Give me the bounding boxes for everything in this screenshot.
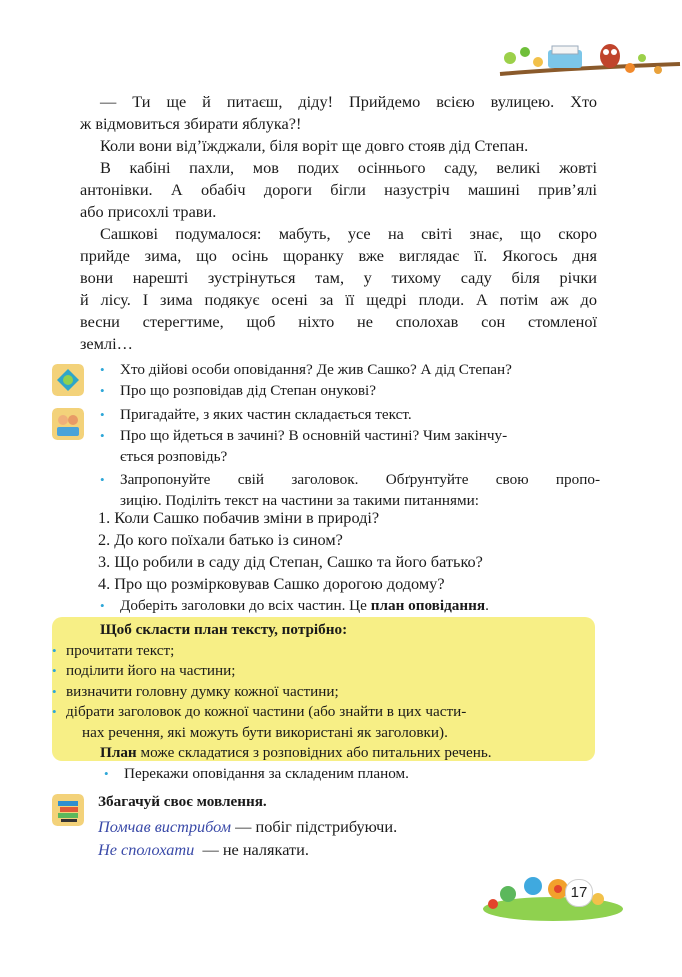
story-line: антонівки. А обабіч дороги бігли назустріч машині прив’ялі	[80, 180, 597, 199]
story-text	[80, 91, 597, 355]
titles-task: • Доберіть заголовки до всіх частин. Це план оповідання.	[100, 597, 489, 614]
story-line: й лісу. І зима подякує осені за її щедрі плоди. А потім аж до	[80, 290, 597, 309]
rule-heading: Щоб скласти план тексту, потрібно:	[100, 621, 348, 638]
story-line: — Ти ще й питаєш, діду! Прийдемо всією вулицею. Хто	[100, 92, 597, 111]
question-icon	[52, 364, 84, 396]
books-icon	[52, 794, 84, 826]
story-line: Коли вони від’їжджали, біля воріт ще довго стояв дід Степан.	[100, 136, 529, 155]
list-item: • Пригадайте, з яких частин складається текст.	[100, 406, 412, 423]
story-line: або присохлі трави.	[80, 202, 217, 221]
rule-note: План може складатися з розповідних або питальних речень.	[100, 744, 492, 761]
vocabulary-entry: Помчав вистрибом — побіг підстрибуючи.	[98, 817, 398, 836]
list-item: 4. Про що розмірковував Сашко дорогою додому?	[98, 574, 445, 593]
list-item: • Про що йдеться в зачині? В основній частині? Чим закінчу- ється розповідь?	[100, 427, 508, 465]
story-line: прийде зима, що осінь щоранку вже виглядає її. Якогось дня	[80, 246, 597, 265]
list-item: 1. Коли Сашко побачив зміни в природі?	[98, 508, 380, 527]
list-item: • дібрати заголовок до кожної частини (або знайти в цих части- нах речення, які можуть бути використані як заголовки).	[52, 703, 467, 741]
numbered-questions	[98, 507, 598, 595]
children-discussion-icon	[52, 408, 84, 440]
retell-task: • Перекажи оповідання за складеним планом.	[104, 765, 409, 782]
story-line: Сашкові подумалося: мабуть, усе на світі знає, що скоро	[100, 224, 597, 243]
story-line: ж відмовиться збирати яблука?!	[80, 114, 302, 133]
list-item: • Запропонуйте свій заголовок. Обґрунтуйте свою пропо- зицію. Поділіть текст на частини за такими питаннями:	[100, 471, 600, 509]
story-line: землі…	[80, 334, 133, 353]
list-item: 2. До кого поїхали батько із сином?	[98, 530, 343, 549]
questions-block-2	[100, 404, 600, 511]
story-line: В кабіні пахли, мов подих осіннього саду, великі жовті	[100, 158, 597, 177]
list-item: • Хто дійові особи оповідання? Де жив Сашко? А дід Степан?	[100, 361, 512, 378]
vocabulary-entry: Не сполохати — не налякати.	[98, 840, 309, 859]
rule-text	[52, 620, 590, 764]
vocabulary-heading: Збагачуй своє мовлення.	[98, 793, 267, 810]
list-item: 3. Що робили в саду дід Степан, Сашко та його батько?	[98, 552, 483, 571]
branch-decoration	[490, 38, 682, 84]
flower-decoration	[478, 864, 628, 924]
page-number: 17	[565, 879, 593, 907]
story-line: весни стерегтиме, щоб ніхто не сполохав сон стомленої	[80, 312, 597, 331]
list-item: • прочитати текст;	[52, 641, 175, 659]
list-item: • Про що розповідав дід Степан онукові?	[100, 382, 376, 399]
questions-block-1	[100, 359, 600, 401]
vocabulary-block	[98, 791, 598, 861]
list-item: • поділити його на частини;	[52, 662, 236, 679]
story-line: вони нарешті зустрінуться там, у тихому саду біля річки	[80, 268, 597, 287]
list-item: • визначити головну думку кожної частини;	[52, 682, 339, 700]
